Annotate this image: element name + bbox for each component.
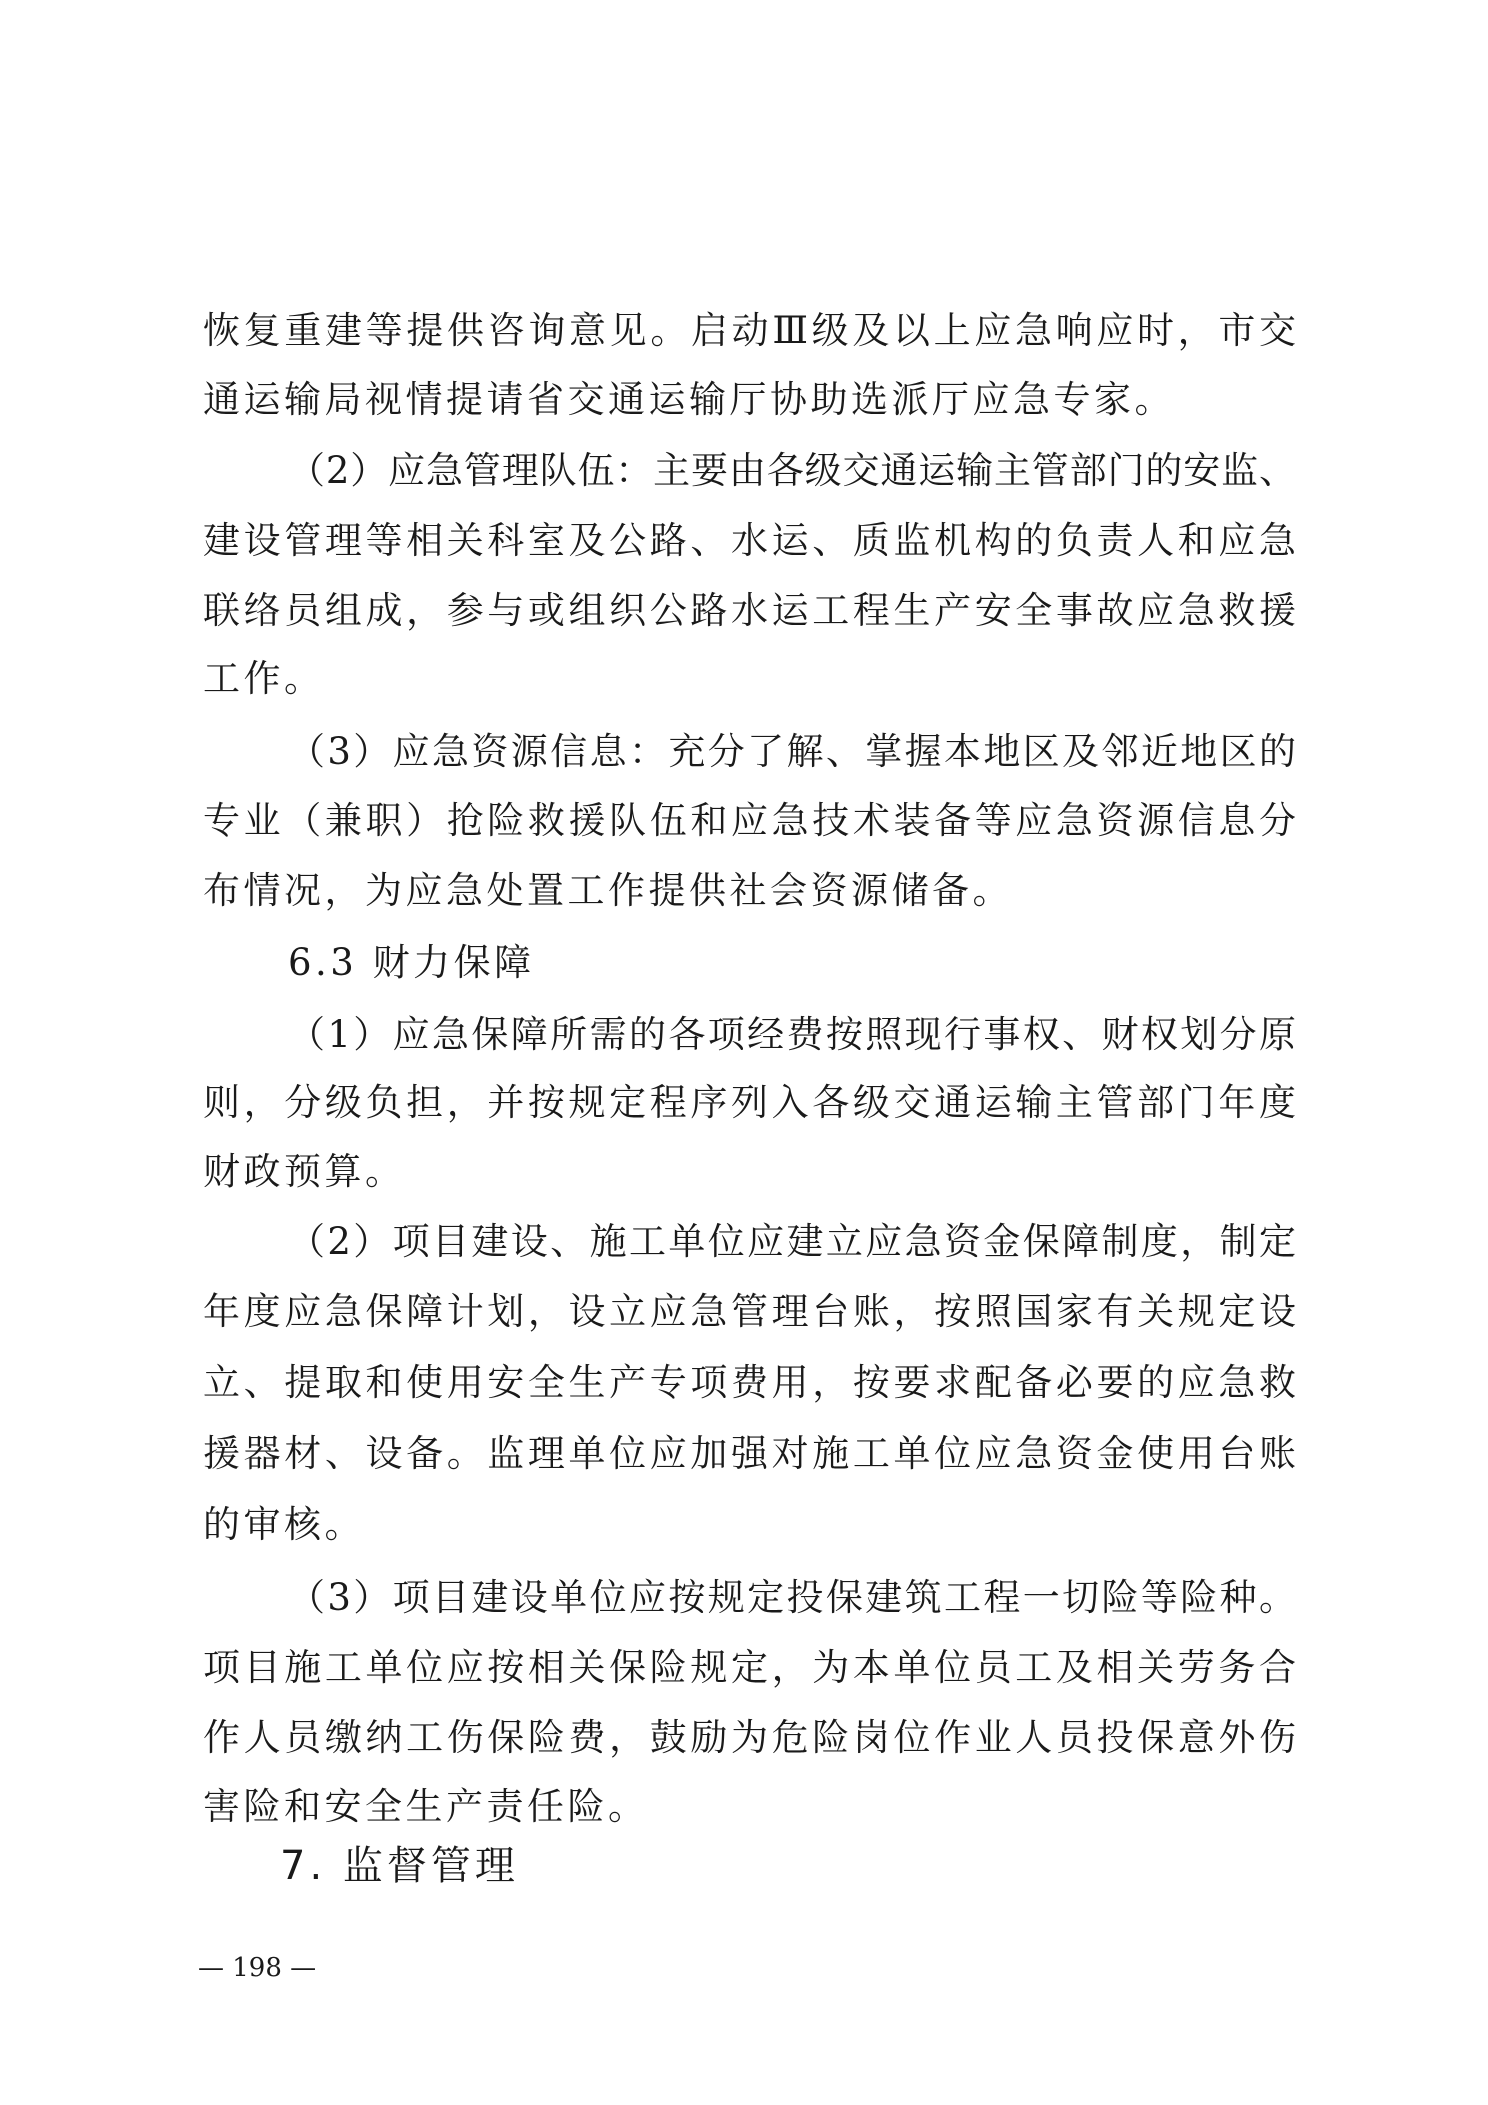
section-heading-6-3: 6.3 财力保障 [288, 941, 535, 984]
body-text-line: 恢复重建等提供咨询意见。启动Ⅲ级及以上应急响应时，市交 [203, 309, 1296, 352]
body-text-line: 建设管理等相关科室及公路、水运、质监机构的负责人和应急 [203, 519, 1296, 562]
body-text-line: 财政预算。 [203, 1150, 406, 1193]
body-text-line: 害险和安全生产责任险。 [203, 1785, 649, 1828]
body-text-line: 援器材、设备。监理单位应加强对施工单位应急资金使用台账 [203, 1432, 1296, 1475]
body-text-line: 的审核。 [203, 1503, 365, 1546]
body-text-line: 通运输局视情提请省交通运输厅协助选派厅应急专家。 [203, 378, 1175, 421]
body-text-line: 立、提取和使用安全生产专项费用，按要求配备必要的应急救 [203, 1361, 1296, 1404]
body-text-line: （3）项目建设单位应按规定投保建筑工程一切险等险种。 [288, 1576, 1296, 1619]
body-text-line: （3）应急资源信息：充分了解、掌握本地区及邻近地区的 [288, 730, 1296, 773]
body-text-line: 布情况，为应急处置工作提供社会资源储备。 [203, 869, 1013, 912]
body-text-line: 则，分级负担，并按规定程序列入各级交通运输主管部门年度 [203, 1081, 1296, 1124]
body-text-line: （2）应急管理队伍：主要由各级交通运输主管部门的安监、 [288, 449, 1296, 492]
section-heading-7: 7. 监督管理 [280, 1843, 519, 1889]
body-text-line: （2）项目建设、施工单位应建立应急资金保障制度，制定 [288, 1220, 1296, 1263]
body-text-line: 年度应急保障计划，设立应急管理台账，按照国家有关规定设 [203, 1290, 1296, 1333]
body-text-line: 联络员组成，参与或组织公路水运工程生产安全事故应急救援 [203, 589, 1296, 632]
page-number: — 198 — [198, 1953, 317, 1983]
body-text-line: 作人员缴纳工伤保险费，鼓励为危险岗位作业人员投保意外伤 [203, 1716, 1296, 1759]
body-text-line: 专业（兼职）抢险救援队伍和应急技术装备等应急资源信息分 [203, 799, 1296, 842]
body-text-line: 项目施工单位应按相关保险规定，为本单位员工及相关劳务合 [203, 1646, 1296, 1689]
body-text-line: 工作。 [203, 657, 325, 700]
body-text-line: （1）应急保障所需的各项经费按照现行事权、财权划分原 [288, 1013, 1296, 1056]
